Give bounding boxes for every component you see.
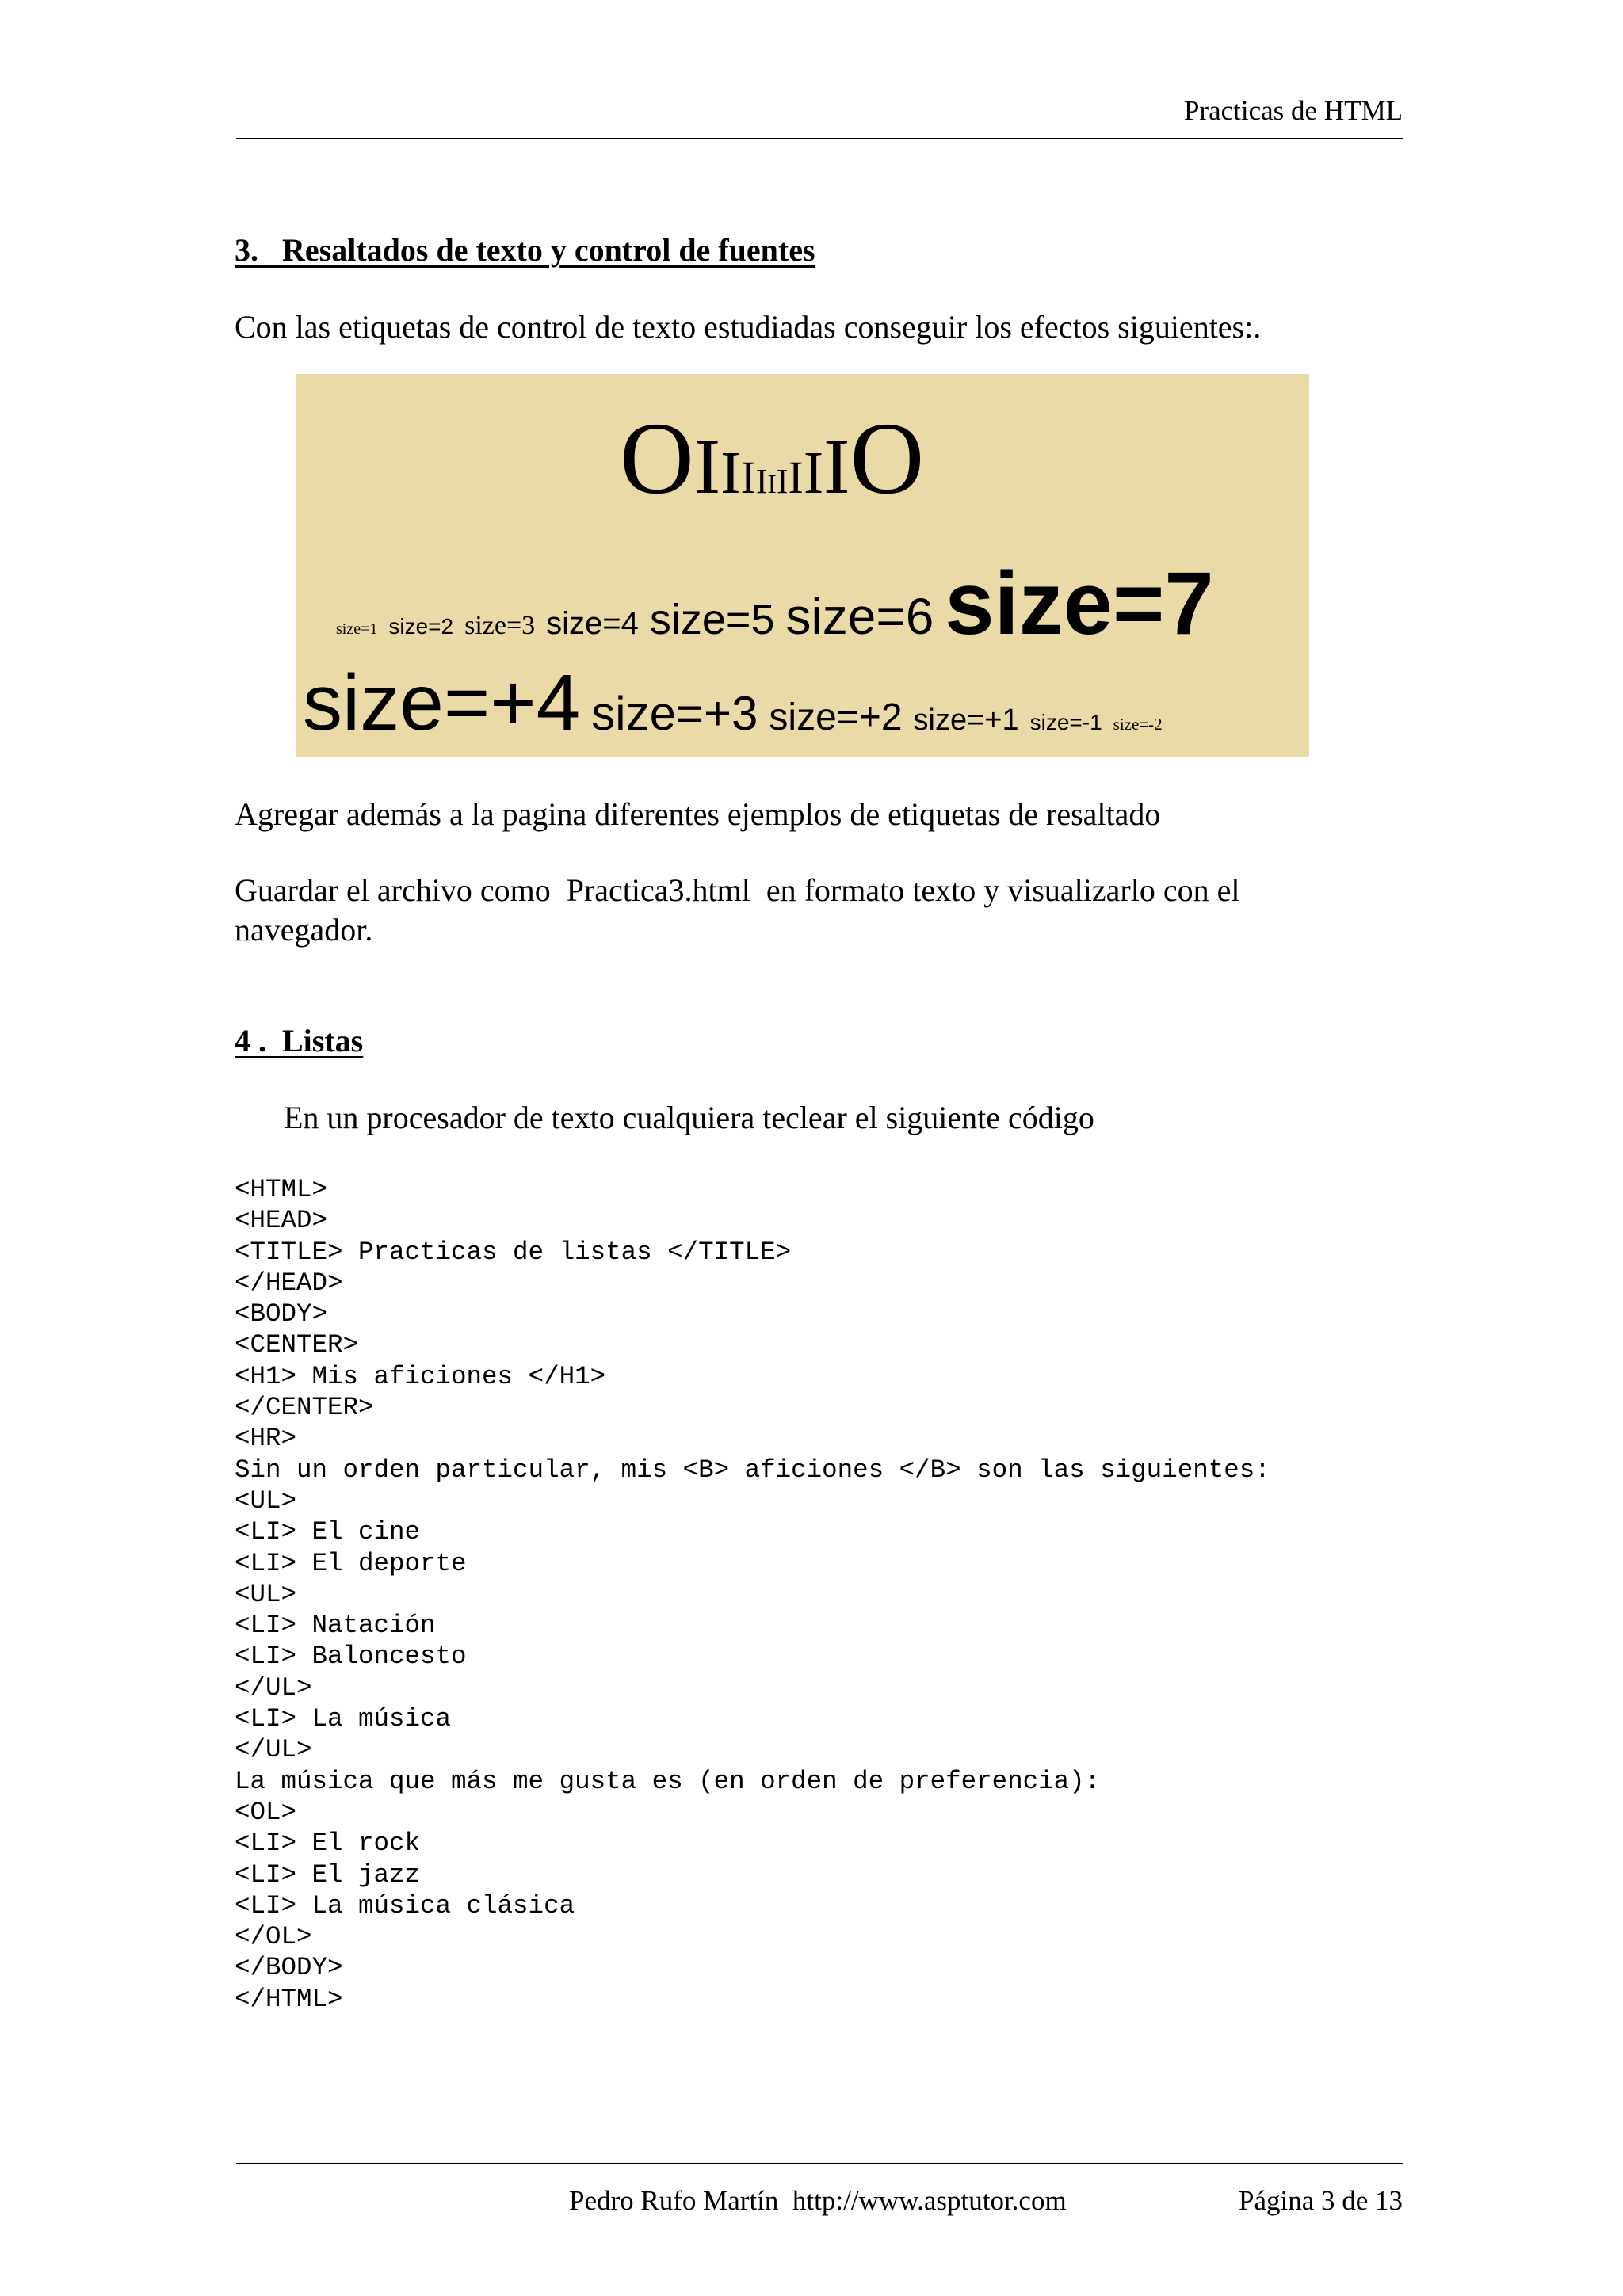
section-3-para-1: Agregar además a la pagina diferentes ejemplos de etiquetas de resaltado [235, 796, 1161, 832]
size-label: size=2 [388, 614, 454, 639]
font-size-example-image [296, 374, 1309, 757]
header-rule [236, 138, 1403, 139]
size-label: size=7 [945, 554, 1214, 653]
size-label: size=+1 [913, 704, 1019, 737]
oi-char: I [740, 452, 756, 503]
footer-author: Pedro Rufo Martín http://www.asptutor.com [569, 2185, 1067, 2216]
size-label: size=-1 [1029, 710, 1102, 734]
oi-char: I [693, 422, 721, 510]
oi-char: I [823, 422, 850, 510]
size-label: size=+3 [591, 687, 758, 740]
size-label: size=4 [546, 606, 639, 641]
oi-char: I [788, 452, 804, 503]
size-label: size=5 [649, 596, 775, 643]
size-label: size=3 [464, 611, 536, 640]
size-label: size=+4 [303, 658, 581, 747]
section-3-para-2: Guardar el archivo como Practica3.html en formato texto y visualizarlo con el navegador. [235, 872, 1248, 948]
page-header-title: Practicas de HTML [1183, 95, 1403, 126]
section-3-intro: Con las etiquetas de control de texto estudiadas conseguir los efectos siguientes:. [235, 309, 1262, 345]
size-label: size=-2 [1113, 715, 1163, 734]
oi-char: I [720, 440, 741, 506]
footer-page-number: Página 3 de 13 [1239, 2185, 1403, 2216]
footer-rule [236, 2163, 1403, 2164]
section-4-heading: 4 . Listas [235, 1023, 364, 1058]
oi-char: I [767, 470, 777, 499]
oi-char: I [776, 462, 789, 501]
html-code-listing: <HTML> <HEAD> <TITLE> Practicas de listas </TITLE> </HEAD> <BODY> <CENTER> <H1> Mis aficiones </H1> </CENTER> <HR> Sin un orden particular, mis <B> aficiones </B> son las siguientes: <UL> <LI> El cine <LI> El deporte <UL> <LI> Natación <LI> Baloncesto </UL> <LI> La música </UL> La música que más me gusta es (en orden de preferencia): <OL> <LI> El rock <LI> El jazz <LI> La música clásica </OL> </BODY> </HTML> [235, 1175, 1270, 2014]
size-label: size=+2 [769, 696, 903, 738]
size-label: size=6 [785, 588, 934, 645]
oi-char: I [803, 440, 824, 506]
size-label: size=1 [336, 620, 378, 638]
oi-char: O [850, 402, 925, 516]
relative-sizes-row [303, 643, 1174, 757]
oi-char: I [755, 462, 768, 501]
section-3-heading: 3. Resaltados de texto y control de fuentes [235, 232, 815, 268]
oi-char: O [620, 402, 694, 516]
section-4-intro: En un procesador de texto cualquiera teclear el siguiente código [284, 1100, 1094, 1135]
oi-size-sequence [620, 399, 924, 544]
